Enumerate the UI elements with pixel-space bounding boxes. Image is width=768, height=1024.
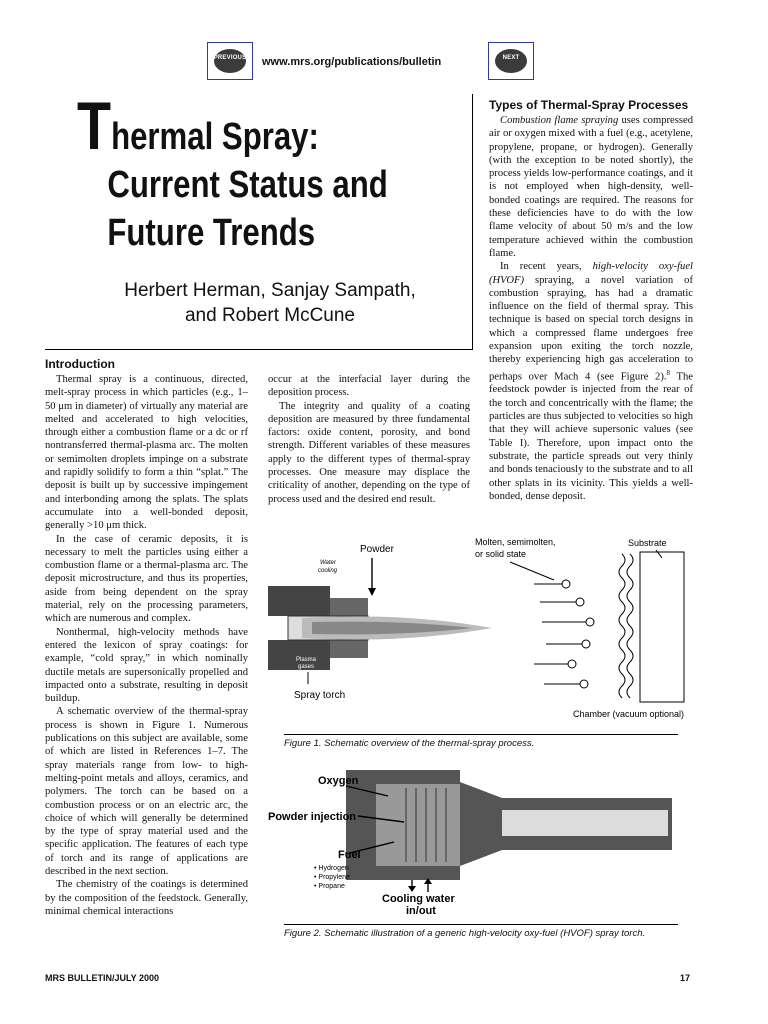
- label-molten-2: or solid state: [475, 549, 527, 559]
- bulletin-url-link[interactable]: www.mrs.org/publications/bulletin: [262, 56, 442, 68]
- title-line-2: Current Status and: [107, 164, 388, 206]
- figure-1-diagram: [262, 532, 698, 728]
- middle-paragraph-1: occur at the interfacial layer during the deposition process.: [268, 374, 470, 399]
- torch-nozzle-upper: [330, 598, 368, 616]
- hvof-term: high-velocity oxy-fuel (HVOF): [489, 261, 693, 286]
- particle-trails: [534, 580, 594, 688]
- label-powder-injection: Powder injection: [268, 811, 357, 823]
- article-title: [77, 88, 477, 257]
- intro-paragraph-3: Nonthermal, high-velocity methods have entered the lexicon of spray coatings: for example, “cold spray,” in which nominally ductile metals are supersonically propelled and impacted onto a substrate, resulting in deposit buildup.: [45, 626, 248, 705]
- powder-arrow-head: [368, 588, 376, 596]
- intro-column: [45, 357, 248, 918]
- label-molten-1: Molten, semimolten,: [475, 537, 556, 547]
- figure-2-rule: [284, 924, 678, 925]
- footer-journal: MRS BULLETIN/JULY 2000: [45, 973, 160, 983]
- cooling-in-head: [408, 886, 416, 892]
- title-line-1: hermal Spray:: [111, 116, 319, 158]
- next-button[interactable]: [488, 42, 534, 80]
- label-water-2: cooling: [318, 568, 338, 574]
- authors: [100, 278, 440, 328]
- figure-2-caption: Figure 2. Schematic illustration of a generic high-velocity oxy-fuel (HVOF) spray torch.: [284, 928, 646, 939]
- title-line-3: Future Trends: [107, 212, 316, 254]
- substrate-block: [640, 552, 684, 702]
- title-horizontal-rule: [45, 349, 473, 350]
- intro-paragraph-2: In the case of ceramic deposits, it is necessary to melt the particles using either a combustion flame or a thermal-plasma arc. The deposit microstructure, and thus its properties, aside from being dependent on the spray material, rely on the processing parameters, which are numerous and complex.: [45, 533, 248, 625]
- previous-icon: [214, 49, 246, 73]
- hvof-torch-inner: [376, 784, 460, 866]
- intro-heading: Introduction: [45, 357, 115, 371]
- intro-paragraph-5: The chemistry of the coatings is determined by the composition of the feedstock. Generally, minimal chemical interactions: [45, 879, 248, 917]
- title-vertical-rule: [472, 94, 473, 350]
- hvof-barrel-bore: [502, 810, 668, 836]
- title-dropcap: T: [77, 88, 112, 164]
- label-powder: Powder: [360, 544, 394, 555]
- footer-page-number: 17: [680, 973, 691, 983]
- label-cooling-2: in/out: [406, 905, 436, 917]
- previous-button[interactable]: [207, 42, 253, 80]
- fuel-item-3: • Propane: [314, 883, 345, 890]
- reference-superscript: 8: [666, 368, 671, 377]
- hvof-cone: [460, 782, 502, 866]
- types-heading: Types of Thermal-Spray Processes: [489, 98, 689, 112]
- torch-upper-body: [268, 586, 330, 616]
- authors-line-1: Herbert Herman, Sanjay Sampath,: [124, 280, 416, 301]
- splat-layer: [619, 554, 633, 698]
- middle-paragraph-2: The integrity and quality of a coating deposition are measured by three fundamental factors: oxide content, porosity, and bond strength. Different variables of these measures apply to the different types of thermal-spray processes. One measure may displace the criticality of another, depending on the type of process used and the desired end result.: [268, 400, 470, 505]
- molten-pointer: [510, 562, 554, 580]
- label-plasma-1: Plasma: [296, 657, 317, 663]
- figure-2-diagram: [266, 762, 696, 920]
- intro-paragraph-4: A schematic overview of the thermal-spray process is shown in Figure 1. Numerous publications on this subject are available, some of which are listed in References 1–7. The spray materials range from low- to high-melting-point metals and alloys, ceramics, and polymers. The torch can be based on a combustion process or on an electric arc, the choice of which will generally be determined by the type of spray material used and the specific application. The features of each type of torch and its range of applications are described in the next section.: [45, 706, 248, 877]
- fuel-item-1: • Hydrogen: [314, 865, 349, 872]
- label-spray-torch: Spray torch: [294, 690, 346, 701]
- label-substrate: Substrate: [628, 538, 667, 548]
- label-plasma-2: gases: [298, 664, 315, 670]
- combustion-term: Combustion flame spraying: [500, 115, 619, 126]
- label-water-1: Water: [320, 560, 336, 566]
- label-oxygen: Oxygen: [318, 775, 359, 787]
- hvof-paragraph-c: The feedstock powder is injected from the rear of the torch and concentrically with the flame; the particles are thus subjected to velocities so high that they will achieve supersonic values (see Table I). Therefore, upon impact onto the substrate, the particle spreads out very thinly and bonds tenaciously to the substrate and to all other splats in its vicinity. This yields a well-bonded, dense deposit.: [489, 371, 694, 502]
- next-icon: [495, 49, 527, 73]
- authors-line-2: and Robert McCune: [184, 305, 356, 326]
- next-button-label: NEXT: [502, 55, 520, 61]
- label-fuel: Fuel: [338, 849, 361, 861]
- label-chamber: Chamber (vacuum optional): [573, 709, 685, 719]
- label-cooling-1: Cooling water: [382, 893, 455, 905]
- middle-column: [268, 373, 470, 506]
- right-column: [489, 98, 693, 503]
- intro-paragraph-1: Thermal spray is a continuous, directed, melt-spray process in which particles (e.g., 1–50 μm in diameter) of virtually any material are melted and accelerated to high velocities, through either a combustion flame or a dc or rf nontransferred thermal-plasma arc. The molten or semimolten droplets impinge on a substrate and rapidly solidify to form a thin “splat.” The deposit is built up by successive impingement and interbonding among the splats. The splats accumulate into a well-bonded deposit, generally >10 μm thick.: [45, 374, 248, 532]
- fuel-item-2: • Propylene: [314, 874, 350, 881]
- figure-1-caption: Figure 1. Schematic overview of the thermal-spray process.: [284, 738, 535, 749]
- previous-button-label: PREVIOUS: [213, 55, 247, 61]
- hvof-paragraph-a: In recent years,: [500, 261, 593, 273]
- figure-1-rule: [284, 734, 678, 735]
- hvof-paragraph-b: spraying, a novel variation of combustion spraying, has had a dramatic influence on the field of thermal spray. This technique is based on special torch designs in which a compressed flame undergoes free expansion upon exiting the torch nozzle, thereby experiencing high gas acceleration to perhaps over Mach 4 (see Figure 2).: [489, 274, 693, 383]
- combustion-paragraph: uses compressed air or oxygen mixed with a fuel (e.g., acetylene, propylene, propane, or hydrogen). Generally (with the exception to be noted shortly), the process yields low-performance coatings, and it is not employed when high-density, well-bonded coatings are required. The reasons for these deficiencies have to do with the low flame velocity of about 50 m/s and the low temperature achieved within the combustion flame.: [489, 115, 693, 259]
- torch-nozzle-lower: [330, 640, 368, 658]
